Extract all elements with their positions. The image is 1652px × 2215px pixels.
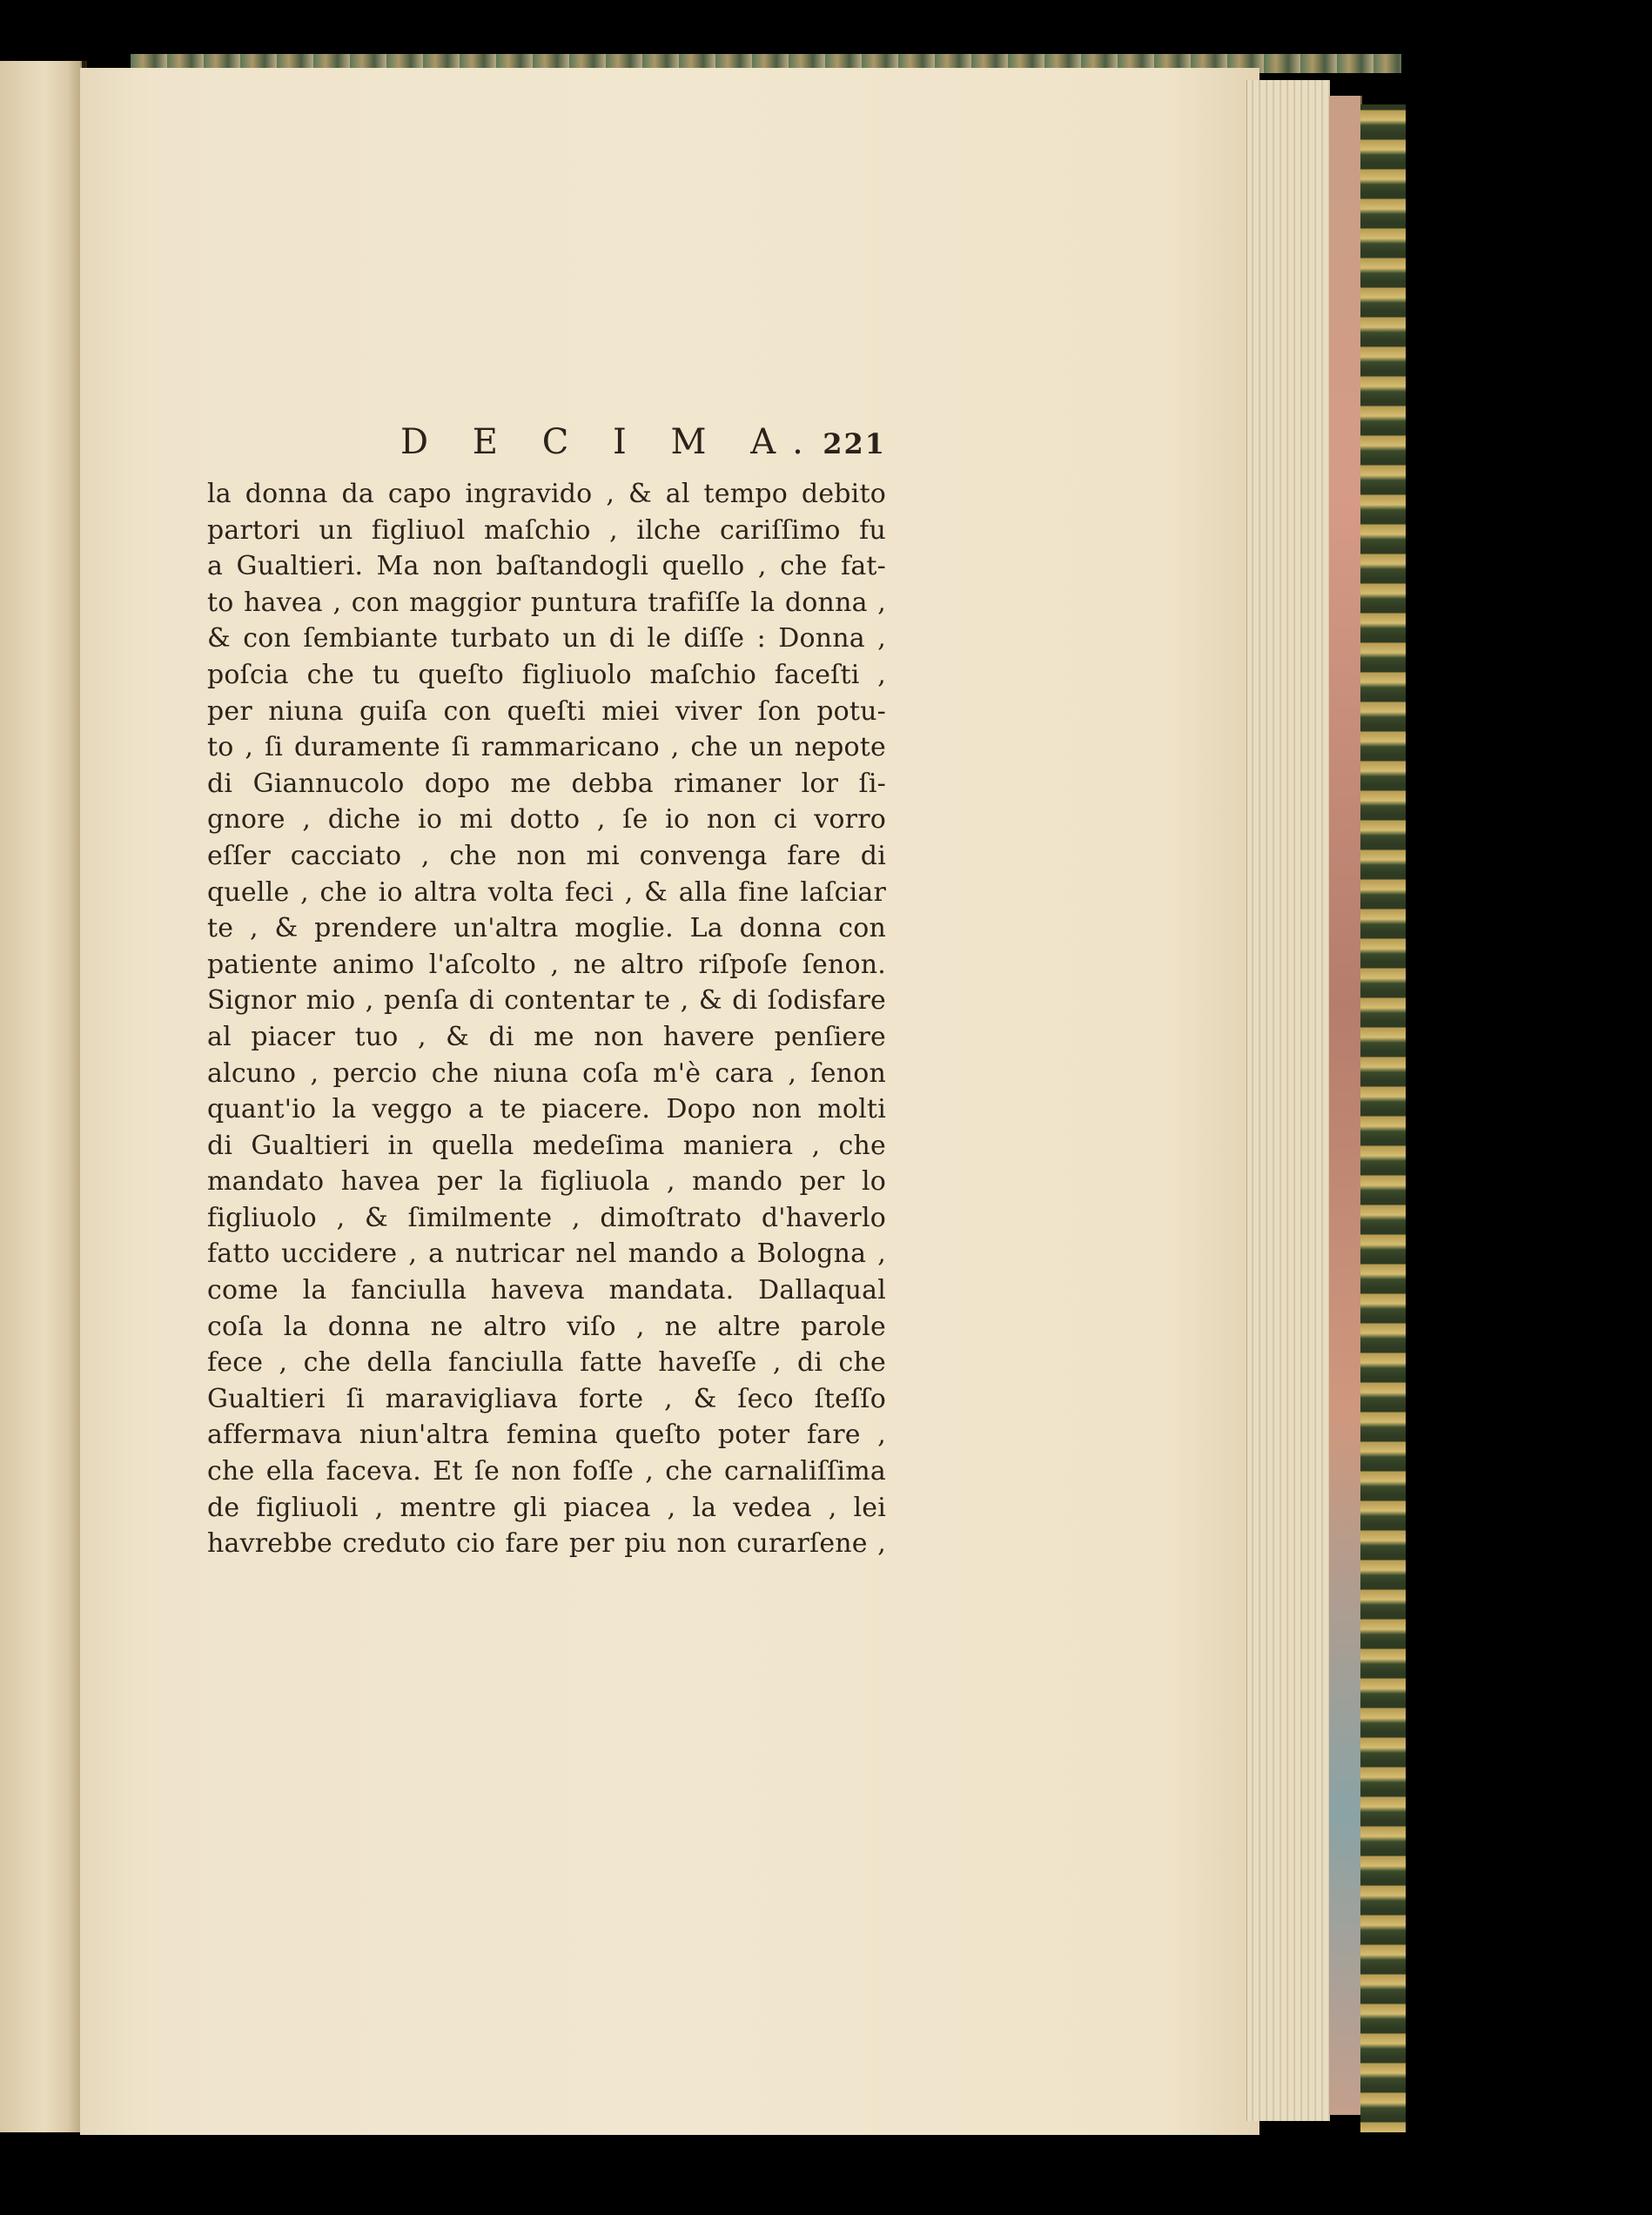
body-text [207,476,886,1562]
text-line: come la fanciulla haveva mandata. Dallaqual [207,1275,886,1306]
text-line: affermava niun'altra femina queſto poter fare , [207,1420,886,1451]
text-line: partori un figliuol maſchio , ilche cariſſimo fu [207,514,886,546]
text-line: figliuolo , & ſimilmente , dimoſtrato d'haverlo [207,1202,886,1233]
text-line: havrebbe creduto cio fare per piu non curarſene , [207,1528,886,1560]
text-line: coſa la donna ne altro viſo , ne altre parole [207,1311,886,1342]
text-block [207,422,886,1562]
text-line: poſcia che tu queſto figliuolo maſchio faceſti , [207,659,886,690]
text-line: de figliuoli , mentre gli piacea , la vedea , lei [207,1492,886,1523]
text-line: per niuna guiſa con queſti miei viver ſon potu- [207,695,886,727]
text-line: la donna da capo ingravido , & al tempo debito [207,479,886,509]
text-line: patiente animo l'aſcolto , ne altro riſpoſe ſenon. [207,949,886,980]
text-line: quant'io la veggo a te piacere. Dopo non molti [207,1094,886,1125]
running-head [207,422,886,473]
text-line: di Gualtieri in quella medeſima maniera , che [207,1130,886,1161]
text-line: mandato havea per la figliuola , mando per lo [207,1166,886,1198]
text-line: fece , che della fanciulla fatte haveſſe , di che [207,1347,886,1379]
text-line: te , & prendere un'altra moglie. La donna con [207,913,886,944]
text-line: a Gualtieri. Ma non baſtandogli quello , che fat- [207,551,886,582]
text-line: to havea , con maggior puntura trafiſſe la donna , [207,587,886,618]
text-line: di Giannucolo dopo me debba rimaner lor ſi- [207,768,886,799]
text-line: alcuno , percio che niuna coſa m'è cara , ſenon [207,1057,886,1089]
page-number: 221 [823,427,886,460]
marbled-fore-edge [1329,96,1362,2115]
text-line: & con ſembiante turbato un di le diſſe : Donna , [207,623,886,654]
running-title: D E C I M A. [400,422,820,462]
text-line: to , ſi duramente ſi rammaricano , che un nepote [207,732,886,763]
text-line: Gualtieri ſi maravigliava forte , & ſeco ſteſſo [207,1383,886,1414]
text-line: eſſer cacciato , che non mi convenga fare di [207,840,886,871]
text-line: gnore , diche io mi dotto , ſe io non ci vorro [207,804,886,836]
decorated-binding [1360,104,1406,2132]
text-line: fatto uccidere , a nutricar nel mando a Bologna , [207,1238,886,1270]
text-line: Signor mio , penſa di contentar te , & di ſodisfare [207,985,886,1017]
text-line: al piacer tuo , & di me non havere penſiere [207,1021,886,1052]
page-edges-stack [1246,80,1330,2121]
text-line: quelle , che io altra volta feci , & alla fine laſciar [207,876,886,908]
text-line: che ella faceva. Et ſe non foſſe , che carnaliſſima [207,1456,886,1487]
